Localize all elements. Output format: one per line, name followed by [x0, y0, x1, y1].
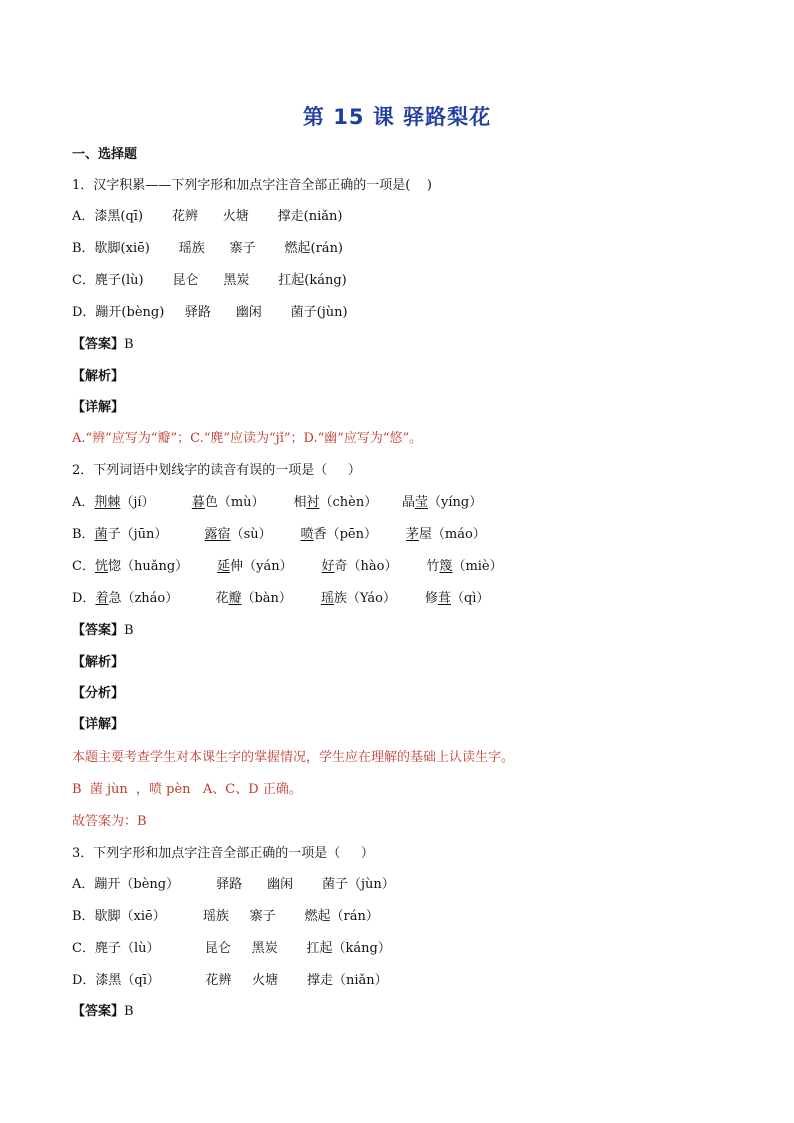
- q2-detail-text: 本题主要考查学生对本课生字的掌握情况，学生应在理解的基础上认读生字。: [72, 750, 515, 765]
- underlined-word: 着: [95, 591, 109, 606]
- q1-analysis-tag: 【解析】: [72, 369, 125, 384]
- option-text: 急（zháo） 花: [108, 591, 229, 606]
- option-text: （jí）: [120, 495, 192, 510]
- underlined-word: 露宿: [204, 527, 231, 542]
- q1-detail-tag: 【详解】: [72, 400, 125, 415]
- q1-option-b: B．歇脚(xiē) 瑶族 寨子 燃起(rán): [72, 241, 344, 256]
- underlined-word: 茅: [405, 527, 419, 542]
- option-letter: A．: [72, 495, 95, 510]
- section-heading: 一、选择题: [72, 147, 138, 162]
- answer-tag: 【答案】: [72, 337, 125, 352]
- q2-detail-text-2: B 菌 jùn ，喷 pèn A、C、D 正确。: [72, 782, 302, 797]
- q2-option-a: [72, 494, 482, 512]
- q2-conclusion: 故答案为：B: [72, 814, 147, 829]
- underlined-word: 衬: [306, 495, 320, 510]
- answer-value: B: [124, 1004, 134, 1019]
- option-text: （chèn） 晶: [319, 495, 415, 510]
- q2-stem: 2．下列词语中划线字的读音有误的一项是（ ）: [72, 463, 361, 478]
- underlined-word: 篾: [439, 559, 453, 574]
- underlined-word: 瓣: [228, 591, 242, 606]
- option-text: 族（Yáo） 修: [333, 591, 438, 606]
- underlined-word: 好: [321, 559, 335, 574]
- underlined-word: 延: [217, 559, 231, 574]
- q3-option-c: C．麂子（lù） 昆仑 黑炭 扛起（káng）: [72, 941, 391, 956]
- q1-stem: 1．汉字积累——下列字形和加点字注音全部正确的一项是( ): [72, 178, 432, 193]
- q1-option-a: A．漆黑(qī) 花辨 火塘 撑走(niǎn): [72, 209, 343, 224]
- q2-detail-tag: 【详解】: [72, 717, 125, 732]
- q1-answer: [72, 336, 134, 354]
- option-text: 奇（hào） 竹: [334, 559, 440, 574]
- option-text: 惚（huǎng）: [107, 559, 218, 574]
- q1-detail-text: A.“辨”应写为“瓣”；C.“麂”应读为“jǐ”；D.“幽”应写为“悠”。: [72, 431, 423, 446]
- underlined-word: 菌: [94, 527, 108, 542]
- underlined-word: 恍: [94, 559, 108, 574]
- q2-option-c: [72, 558, 503, 576]
- underlined-word: 荆棘: [94, 495, 121, 510]
- option-text: （yíng）: [428, 495, 483, 510]
- underlined-word: 瑶: [320, 591, 334, 606]
- option-letter: C．: [72, 559, 95, 574]
- option-text: （sù）: [230, 527, 301, 542]
- option-letter: B．: [72, 527, 95, 542]
- underlined-word: 暮: [191, 495, 205, 510]
- q2-analysis-tag: 【解析】: [72, 655, 125, 670]
- option-text: 伸（yán）: [230, 559, 322, 574]
- answer-value: B: [124, 623, 134, 638]
- option-text: （qì）: [450, 591, 490, 606]
- q1-option-c: C．麂子(lù) 昆仑 黑炭 扛起(káng): [72, 273, 347, 288]
- underlined-word: 葺: [437, 591, 451, 606]
- option-text: （miè）: [452, 559, 503, 574]
- option-text: 色（mù） 相: [204, 495, 307, 510]
- q3-option-b: B．歇脚（xiē） 瑶族 寨子 燃起（rán）: [72, 909, 379, 924]
- q2-option-d: [72, 590, 489, 608]
- q3-option-a: A．蹦开（bèng） 驿路 幽闲 菌子（jùn）: [72, 877, 395, 892]
- answer-value: B: [124, 337, 134, 352]
- underlined-word: 喷: [300, 527, 314, 542]
- option-text: 屋（máo）: [418, 527, 486, 542]
- q3-option-d: D．漆黑（qī） 花辨 火塘 撑走（niǎn）: [72, 973, 388, 988]
- q3-stem: 3．下列字形和加点字注音全部正确的一项是（ ）: [72, 846, 374, 861]
- option-text: 香（pēn）: [313, 527, 406, 542]
- page-title: 第 15 课 驿路梨花: [302, 105, 492, 129]
- option-text: 子（jūn）: [107, 527, 205, 542]
- q2-option-b: [72, 526, 486, 544]
- underlined-word: 莹: [414, 495, 428, 510]
- option-text: （bàn）: [241, 591, 321, 606]
- answer-tag: 【答案】: [72, 623, 125, 638]
- q2-answer: [72, 622, 134, 640]
- answer-tag: 【答案】: [72, 1004, 125, 1019]
- q1-option-d: D．蹦开(bèng) 驿路 幽闲 菌子(jùn): [72, 305, 348, 320]
- q3-answer: [72, 1003, 134, 1021]
- q2-fenxi-tag: 【分析】: [72, 686, 125, 701]
- option-letter: D．: [72, 591, 96, 606]
